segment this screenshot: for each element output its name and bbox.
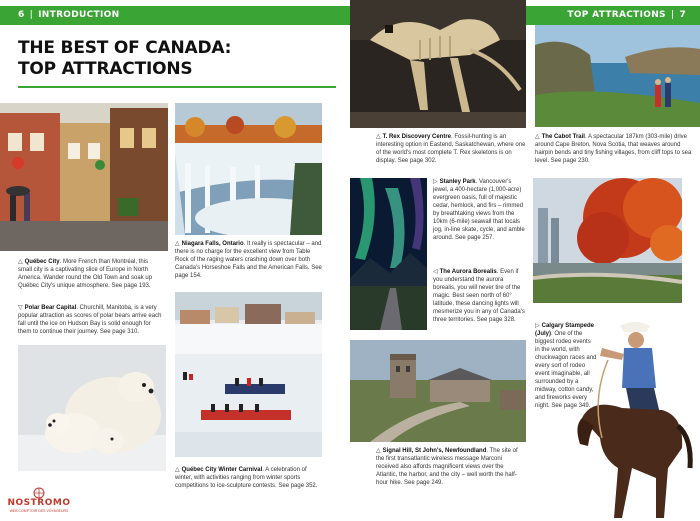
page-title xyxy=(18,38,338,80)
triangle-up-icon: △ xyxy=(376,448,381,454)
watermark-brand: NOSTROMO xyxy=(7,498,71,508)
polar-bears-photo xyxy=(18,345,166,471)
triangle-up-icon: △ xyxy=(376,134,381,140)
triangle-up-icon: △ xyxy=(18,259,23,265)
rodeo-rider-photo xyxy=(572,318,696,521)
caption-polar-bear xyxy=(18,304,163,336)
caption-text: . It really is spectacular – and there is no charge for the excellent view from Table Rock of the raging waters crashing down over both Canada's Horseshoe Falls and the American Falls. See page 154. xyxy=(175,241,322,279)
caption-niagara-falls xyxy=(175,240,323,280)
niagara-falls-photo xyxy=(175,103,322,235)
quebec-city-photo xyxy=(0,103,168,251)
caption-text: . Vancouver's jewel, a 400-hectare (1,000-acre) evergreen oasis, full of majestic cedar, hemlock, and firs – rimmed by breathtaking views from the 10km (6-mile) seawall that locals jog, in-line skate, cycle, and amble around. See page 257. xyxy=(433,179,525,241)
caption-t-rex xyxy=(376,133,526,165)
section-label-left: INTRODUCTION xyxy=(38,10,120,20)
title-rule xyxy=(18,86,336,88)
caption-stanley-park xyxy=(433,178,525,242)
caption-signal-hill xyxy=(376,447,526,487)
nostromo-watermark xyxy=(4,486,74,516)
caption-text: . A celebration of winter, with activities ranging from winter sports competitions to ice-sculpture contests. See page 352. xyxy=(175,467,318,489)
page-title-line1: THE BEST OF CANADA: xyxy=(18,38,232,58)
triangle-left-icon: ◁ xyxy=(433,269,438,275)
header-right xyxy=(526,6,700,25)
caption-title: The Cabot Trail xyxy=(541,134,585,140)
signal-hill-photo xyxy=(350,340,526,442)
header-separator: | xyxy=(29,10,34,20)
page-number-left: 6 xyxy=(18,10,25,20)
triangle-up-icon: △ xyxy=(175,241,180,247)
caption-title: The Aurora Borealis xyxy=(439,269,497,275)
caption-title: Signal Hill, St John's, Newfoundland xyxy=(382,448,487,454)
caption-winter-carnival xyxy=(175,466,325,490)
t-rex-skeleton-photo xyxy=(350,0,526,128)
caption-aurora-borealis xyxy=(433,268,525,324)
cabot-trail-photo xyxy=(535,25,700,127)
caption-cabot-trail xyxy=(535,133,695,165)
caption-text: . One of the biggest rodeo events in the world, with chuckwagon races and every sort of rodeo event imaginable, all surrounded by a midway, cotton candy, and fireworks every night. See page 349. xyxy=(535,331,597,409)
caption-text: . A spectacular 187km (303-mile) drive around Cape Breton, Nova Scotia, that weaves around hairpin bends and tiny fishing villages, from cliff tops to sea level. See page 230. xyxy=(535,134,692,164)
globe-icon xyxy=(34,488,44,498)
caption-text: . More French than Montréal, this small city is a captivating slice of Europe in North America. Wander round the Old Town and soak up Québec City's unique atmosphere. See page 193. xyxy=(18,259,153,289)
caption-quebec-city xyxy=(18,258,163,290)
caption-text: . The site of the first transatlantic wireless message Marconi received also affords magnificent views over the Atlantic, the harbor, and the city – well worth the half-hour hike. See page 249. xyxy=(376,448,518,486)
section-label-right: TOP ATTRACTIONS xyxy=(567,10,666,20)
header-separator: | xyxy=(670,10,675,20)
page-title-line2: TOP ATTRACTIONS xyxy=(18,59,193,79)
triangle-up-icon: △ xyxy=(535,134,540,140)
caption-text: . Even if you understand the aurora borealis, you will never tire of the magic. Best seen north of 60° latitude, these dancing lights will mesmerize you in any of Canada's three territories. See page 328. xyxy=(433,269,525,323)
caption-text: . Churchill, Manitoba, is a very popular attraction as scores of polar bears arrive each fall until the ice on Hudson Bay is solid enough for them to continue their journey. See page 310. xyxy=(18,305,162,335)
caption-title: Niagara Falls, Ontario xyxy=(181,241,244,247)
caption-title: Polar Bear Capital xyxy=(24,305,77,311)
triangle-up-icon: ▽ xyxy=(18,305,23,311)
triangle-right-icon: ▷ xyxy=(433,179,438,185)
triangle-up-icon: △ xyxy=(175,467,180,473)
caption-text: . Fossil-hunting is an interesting option in Eastend, Saskatchewan, where one of the world's most complete T. Rex skeletons is on display. See page 302. xyxy=(376,134,526,164)
stanley-park-photo xyxy=(533,178,682,303)
caption-title: Stanley Park xyxy=(439,179,476,185)
aurora-borealis-photo xyxy=(350,178,427,330)
page-number-right: 7 xyxy=(679,10,686,20)
watermark-tagline: WEB COMPTOIR DES VOYAGEURS xyxy=(9,509,69,513)
caption-title: Québec City xyxy=(24,259,60,265)
caption-title: Calgary Stampede (July) xyxy=(535,323,594,337)
caption-title: Québec City Winter Carnival xyxy=(181,467,263,473)
header-left xyxy=(0,6,350,25)
caption-title: T. Rex Discovery Centre xyxy=(382,134,451,140)
winter-carnival-photo xyxy=(175,292,322,457)
triangle-right-icon: ▷ xyxy=(535,323,540,329)
